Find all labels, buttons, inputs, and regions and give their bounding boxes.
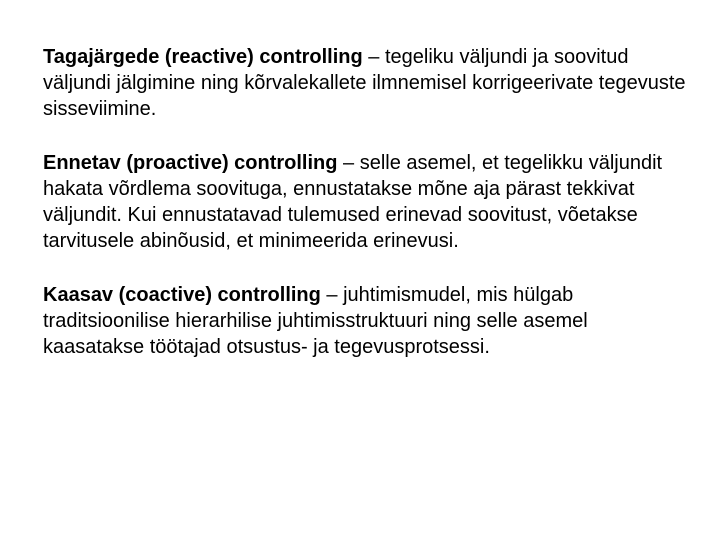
paragraph-proactive-controlling (43, 150, 693, 254)
term-reactive-controlling: Tagajärgede (reactive) controlling (43, 46, 363, 68)
definition-coactive-controlling: – juhtimismudel, mis hülgab traditsioonilise hierarhilise juhtimisstruktuuri ning selle asemel kaasatakse töötajad otsustus- ja tegevusprotsessi. (43, 284, 588, 358)
slide-content (43, 44, 693, 360)
definition-proactive-controlling: – selle asemel, et tegelikku väljundit hakata võrdlema soovituga, ennustatakse mõne aja pärast tekkivat väljundit. Kui ennustatavad tulemused erinevad soovitust, võetakse tarvitusele abinõusid, et minimeerida erinevusi. (43, 152, 663, 252)
paragraph-coactive-controlling (43, 282, 693, 360)
definition-reactive-controlling: – tegeliku väljundi ja soovitud väljundi jälgimine ning kõrvalekallete ilmnemisel korrigeerivate tegevuste sisseviimine. (43, 46, 686, 120)
term-coactive-controlling: Kaasav (coactive) controlling (43, 284, 321, 306)
paragraph-reactive-controlling (43, 44, 693, 122)
term-proactive-controlling: Ennetav (proactive) controlling (43, 152, 338, 174)
